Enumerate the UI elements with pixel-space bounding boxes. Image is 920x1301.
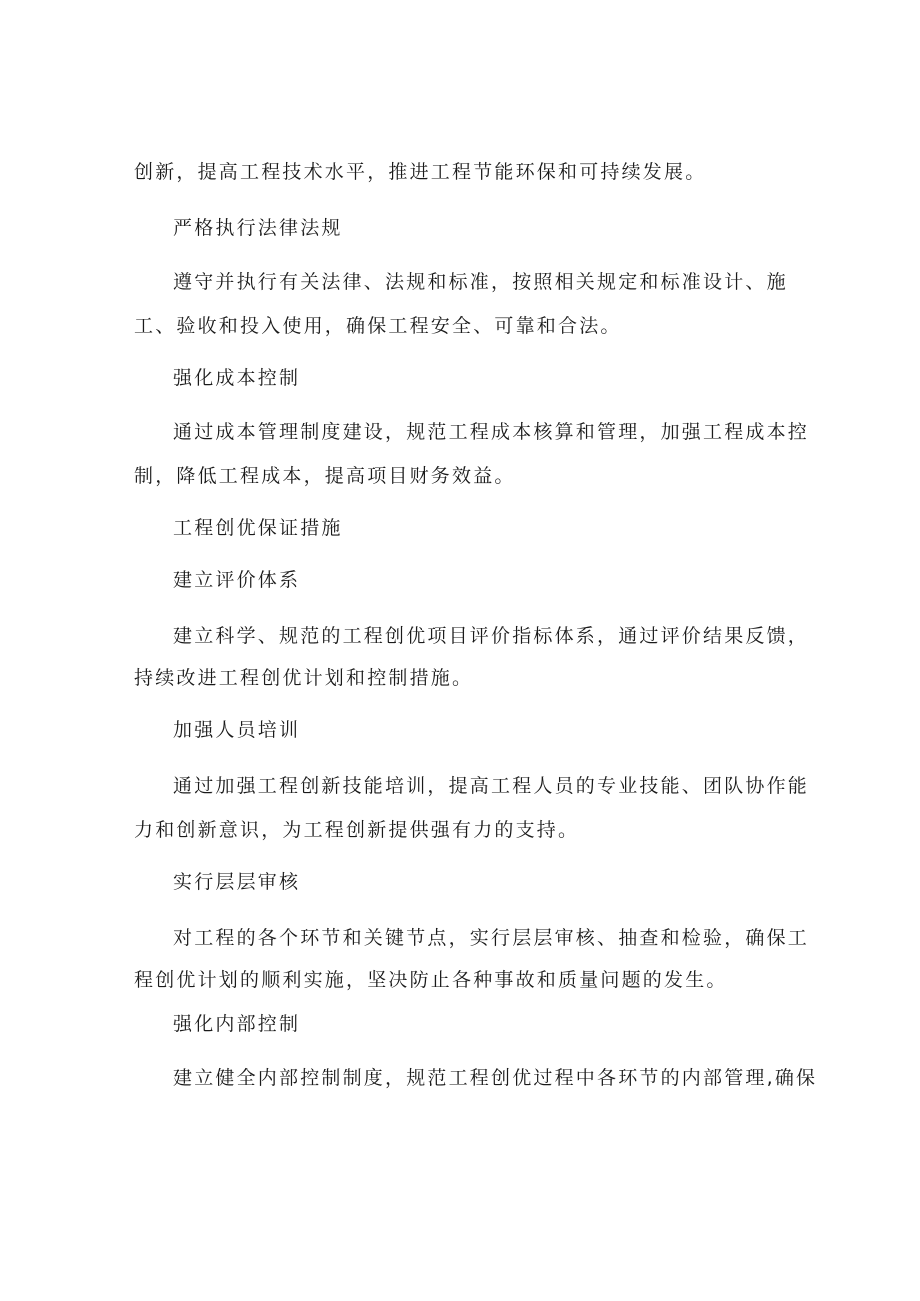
paragraph-line: 通过加强工程创新技能培训，提高工程人员的专业技能、团队协作能 bbox=[173, 775, 810, 797]
section-heading: 强化成本控制 bbox=[173, 367, 301, 389]
paragraph-line: 创新，提高工程技术水平，推进工程节能环保和可持续发展。 bbox=[134, 161, 707, 183]
section-heading: 严格执行法律法规 bbox=[173, 217, 343, 239]
paragraph-line: 持续改进工程创优计划和控制措施。 bbox=[134, 667, 474, 689]
section-heading: 实行层层审核 bbox=[173, 871, 301, 893]
section-heading: 加强人员培训 bbox=[173, 719, 301, 741]
section-heading: 建立评价体系 bbox=[173, 569, 301, 591]
section-heading: 强化内部控制 bbox=[173, 1013, 301, 1035]
paragraph-line: 遵守并执行有关法律、法规和标准，按照相关规定和标准设计、施 bbox=[173, 271, 788, 293]
paragraph-line: 建立健全内部控制制度，规范工程创优过程中各环节的内部管理,确保 bbox=[173, 1067, 818, 1089]
paragraph-line: 程创优计划的顺利实施，坚决防止各种事故和质量问题的发生。 bbox=[134, 969, 728, 991]
paragraph-line: 建立科学、规范的工程创优项目评价指标体系，通过评价结果反馈， bbox=[173, 625, 810, 647]
paragraph-line: 通过成本管理制度建设，规范工程成本核算和管理，加强工程成本控 bbox=[173, 421, 810, 443]
section-heading: 工程创优保证措施 bbox=[173, 517, 343, 539]
paragraph-line: 力和创新意识，为工程创新提供强有力的支持。 bbox=[134, 819, 580, 841]
paragraph-line: 制，降低工程成本，提高项目财务效益。 bbox=[134, 465, 516, 487]
paragraph-line: 对工程的各个环节和关键节点，实行层层审核、抽查和检验，确保工 bbox=[173, 927, 810, 949]
paragraph-line: 工、验收和投入使用，确保工程安全、可靠和合法。 bbox=[134, 315, 622, 337]
